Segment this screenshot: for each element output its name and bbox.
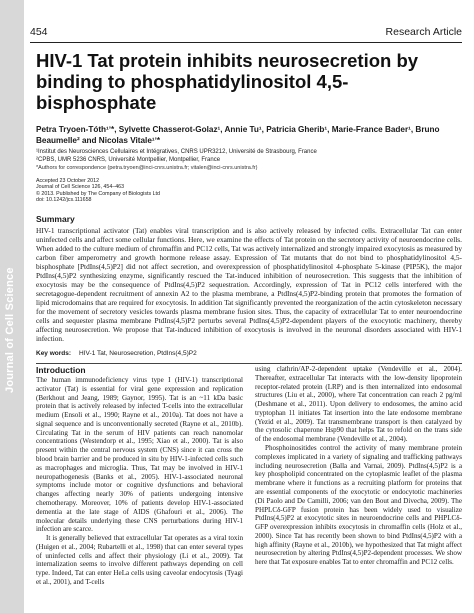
right-column (255, 365, 462, 587)
summary-heading: Summary (36, 213, 75, 224)
journal-sidebar (0, 0, 24, 613)
doi: doi: 10.1242/jcs.111658 (36, 197, 92, 204)
keywords-value: HIV-1 Tat, Neurosecretion, PtdIns(4,5)P2 (79, 350, 197, 358)
journal-citation: Journal of Cell Science 126, 454–463 (36, 184, 125, 191)
body-columns (36, 365, 462, 587)
left-paragraph-2: It is generally believed that extracellular Tat operates as a viral toxin (Huigen et al., 2004; Rubartelli et al., 1998) that can enter several types of uninfected cells and affect their physiology (Li et al., 2009). Tat internalization seems to involve different pathways depending on cell type. Indeed, Tat can enter HeLa cells using caveolar endocytosis (Tyagi et al., 2001), and T-cells (36, 534, 243, 586)
affiliation-1: ¹Institut des Neurosciences Cellulaires et Intégratives, CNRS UPR3212, Université de Strasbourg, France (36, 149, 317, 155)
keywords-label: Key words: (36, 350, 72, 358)
front-matter (36, 50, 462, 364)
left-paragraph-1: The human immunodeficiency virus type I (HIV-1) transcriptional activator (Tat) is essential for viral gene expression and replication (Berkhout and Jeang, 1989; Gaynor, 1995). Tat is an ~11 kDa basic protein that is actively released by infected T-cells into the extracellular medium (Ensoli et al., 1990; Rayne et al., 2010a). Tat does not have a signal sequence and is unconventionally secreted (Rayne et al., 2010b). Circulating Tat in the serum of HIV patients can reach nanomolar concentrations (Westendorp et al., 1995; Xiao et al., 2000). Tat is also present within the central nervous system (CNS) since it can cross the blood brain barrier and be produced in situ by HIV-1-infected cells such as macrophages and microglia. Thus, Tat may be involved in HIV-1 neuropathogenesis (Banks et al., 2005). HIV-1-associated neuronal symptoms include motor or cognitive dysfunctions and behavioral changes affecting nearly 30% of patients undergoing intensive chemotherapy. Moreover, 10% of patients develop HIV-1-associated dementia at the late stage of AIDS (Ghafouri et al., 2006). The molecular details underlying these CNS perturbations during HIV-1 infection are scarce. (36, 376, 243, 534)
article-title: HIV-1 Tat protein inhibits neurosecretion by binding to phosphatidylinositol 4,5-bisphosphate (36, 50, 419, 113)
right-paragraph-2: Phosphoinositides control the activity of many membrane protein complexes implicated in a variety of signaling and trafficking pathways including neurosecretion (Balla and Varnai, 2009). PtdIns(4,5)P2 is a key phospholipid concentrated on the cytoplasmic leaflet of the plasma membrane where it functions as a recruiting platform for proteins that are essential components of the exocytotic or endocytotic machineries (Di Paolo and De Camilli, 2006; van den Bout and Divecha, 2009). The PHPLCδ-GFP fusion protein has been widely used to visualize PtdIns(4,5)P2 at exocytotic sites in neuroendocrine cells and PHPLCδ-GFP overexpression inhibits exocytosis in chromaffin cells (Holz et al., 2000). Since Tat has recently been shown to bind PtdIns(4,5)P2 with a high affinity (Rayne et al., 2010b), we hypothesized that Tat might affect neurosecretion by altering PtdIns(4,5)P2-dependent processes. We show here that Tat exposure enables Tat to enter chromaffin and PC12 cells. (255, 444, 462, 567)
summary-text: HIV-1 transcriptional activator (Tat) enables viral transcription and is also actively released by infected cells. Extracellular Tat can enter uninfected cells and affect some cellular functions. Here, we examine the effects of Tat protein on the secretory activity of neuroendocrine cells. When added to the culture medium of chromaffin and PC12 cells, Tat was actively internalized and strongly impaired exocytosis as measured by carbon fiber amperometry and growth hormone release assay. Expression of Tat mutants that do not bind to phosphatidylinositol 4,5-bisphosphate [PtdIns(4,5)P2] did not affect secretion, and overexpression of phosphatidylinositol 4-phosphate 5-kinase (PIP5K), the major PtdIns(4,5)P2 synthesizing enzyme, significantly rescued the Tat-induced inhibition of neurosecretion. This suggests that the inhibition of exocytosis may be the consequence of PtdIns(4,5)P2 sequestration. Accordingly, expression of Tat in PC12 cells interfered with the secretagogue-dependent recruitment of annexin A2 to the plasma membrane, a PtdIns(4,5)P2-binding protein that promotes the formation of lipid microdomains that are required for exocytosis. In addition Tat significantly prevented the reorganization of the actin cytoskeleton necessary for the movement of secretory vesicles towards plasma membrane fusion sites. Thus, the capacity of extracellular Tat to enter neuroendocrine cells and sequester plasma membrane PtdIns(4,5)P2 perturbs several PtdIns(4,5)P2-dependent players of the exocytotic machinery, thereby affecting neurosecretion. We propose that Tat-induced inhibition of exocytosis is involved in the neuronal disorders associated with HIV-1 infection. (36, 225, 462, 344)
right-paragraph-1: using clathrin/AP-2-dependent uptake (Vendeville et al., 2004). Thereafter, extracellular Tat interacts with the low-density lipoprotein receptor-related protein (LRP) and is then internalized into endosomal structures (Liu et al., 2000), where Tat concentration can reach 2 pg/ml (Deshmane et al., 2011). Upon delivery to endosomes, the amino acid tryptophan 11 initiates Tat insertion into the late endosome membrane (Yezid et al., 2009). Tat transmembrane transport is then catalyzed by the cytosolic chaperone Hsp90 that helps Tat to refold on the trans side of the endosomal membrane (Vendeville et al., 2004). (255, 365, 462, 444)
journal-name: Journal of Cell Science (4, 267, 16, 393)
page-number: 454 (30, 26, 48, 38)
accepted-date: Accepted 23 October 2012 (36, 178, 100, 184)
section-label: Research Article (385, 26, 462, 38)
header-rule (30, 42, 462, 43)
affiliation-2: ²CPBS, UMR 5236 CNRS, Université Montpellier, Montpellier, France (36, 156, 221, 163)
page-header (30, 26, 462, 42)
intro-heading: Introduction (36, 365, 86, 375)
keywords (36, 350, 462, 357)
article-meta (36, 178, 462, 204)
author-list: Petra Tryoen-Tóth¹ʼ*, Sylvette Chasserot-Golaz¹, Annie Tu¹, Patricia Gherib¹, Marie-France Bader¹, Bruno Beaumelle² and Nicolas Vitale¹ʼ* (36, 125, 440, 145)
left-column (36, 365, 243, 587)
correspondence: *Authors for correspondence (petra.tryoen@inci-cnrs.unistra.fr; vitalen@inci-cnrs.unistra.fr) (36, 165, 258, 171)
copyright: © 2013. Published by The Company of Biologists Ltd (36, 190, 160, 197)
